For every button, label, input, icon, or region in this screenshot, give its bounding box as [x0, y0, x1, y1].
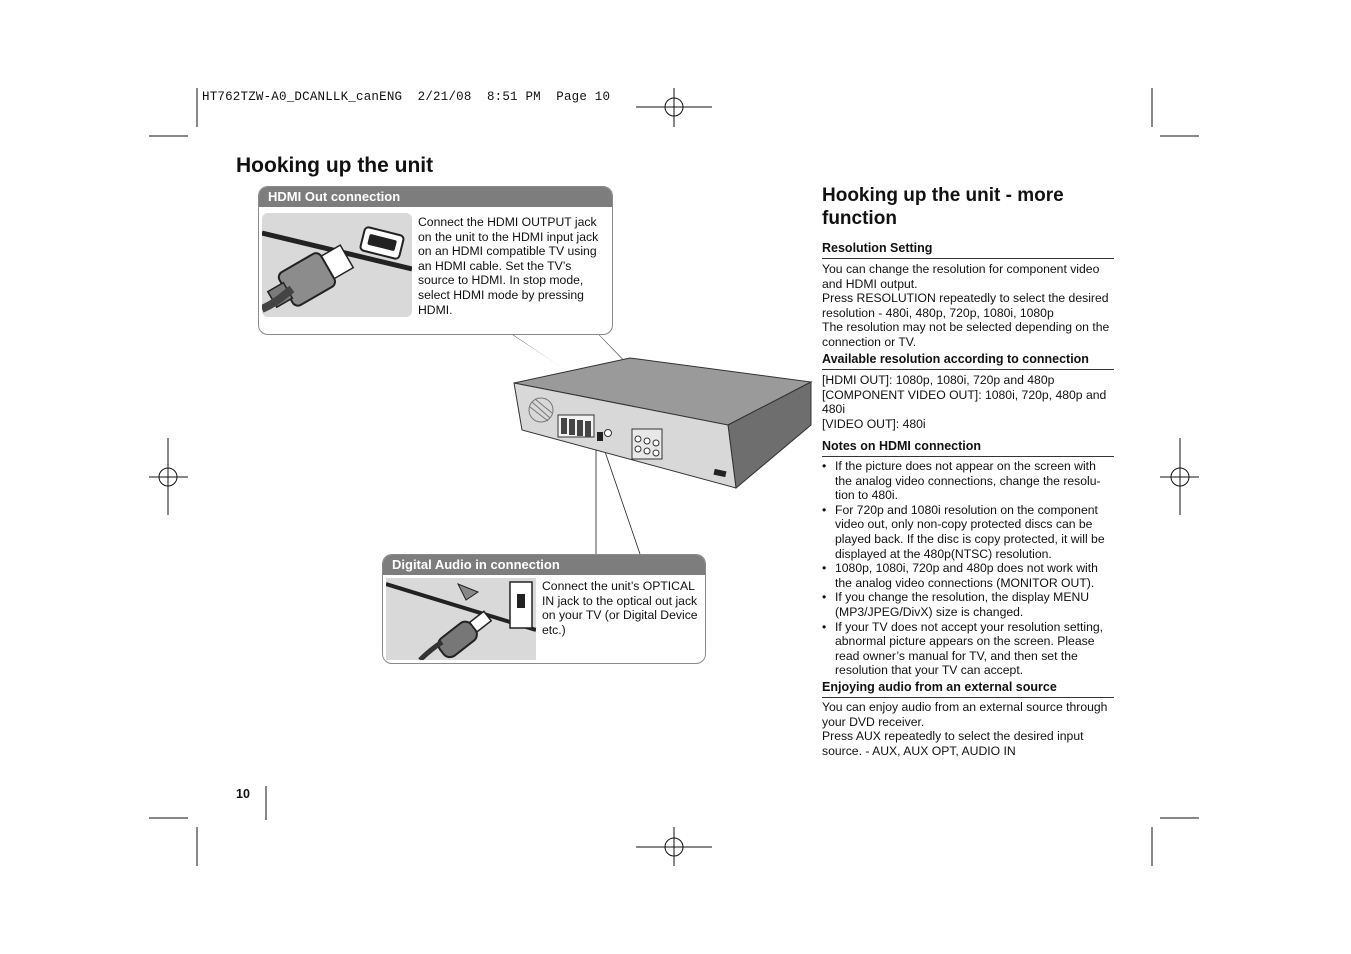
page-number: 10	[236, 787, 250, 801]
list-item: • 1080p, 1080i, 720p and 480p does not work with the analog video connections (MONITOR OUT).	[822, 561, 1114, 590]
available-line: [COMPONENT VIDEO OUT]: 1080i, 720p, 480p and 480i	[822, 387, 1107, 417]
resolution-heading: Resolution Setting	[822, 241, 1114, 259]
external-text	[822, 700, 1114, 758]
digital-box-text: Connect the unit’s OPTICAL IN jack to the optical out jack on your TV (or Digital Device etc.)	[542, 579, 698, 637]
hdmi-connection-box	[258, 186, 613, 335]
speaker-terminals	[558, 415, 594, 437]
right-title: Hooking up the unit - more function	[822, 185, 1064, 229]
digital-audio-box	[382, 554, 706, 664]
list-item: • If your TV does not accept your resolution setting, abnormal picture appears on the screen. Please read owner’s manual for TV, and then set the resolution that your TV can accept.	[822, 620, 1114, 678]
resolution-line: The resolution may not be selected depending on the connection or TV.	[822, 320, 1110, 349]
hdmi-cable-illustration	[262, 213, 412, 317]
available-line: [VIDEO OUT]: 480i	[822, 416, 926, 431]
hdmi-box-heading: HDMI Out connection	[259, 187, 612, 207]
external-line: Press AUX repeatedly to select the desired input source. - AUX, AUX OPT, AUDIO IN	[822, 729, 1084, 758]
notes-list	[822, 459, 1114, 678]
notes-heading: Notes on HDMI connection	[822, 439, 1114, 457]
resolution-line: You can change the resolution for component video and HDMI output.	[822, 262, 1100, 291]
av-jacks	[632, 429, 662, 459]
available-heading: Available resolution according to connection	[822, 352, 1114, 370]
optical-in-jack	[597, 432, 603, 441]
list-item: • For 720p and 1080i resolution on the component video out, only non-copy protected discs can be played back. If the disc is copy protected, it will be displayed at the 480p(NTSC) resolution.	[822, 503, 1114, 561]
resolution-text	[822, 262, 1114, 350]
page-title: Hooking up the unit	[236, 154, 434, 177]
external-line: You can enjoy audio from an external source through your DVD receiver.	[822, 700, 1108, 729]
hdmi-box-text: Connect the HDMI OUTPUT jack on the unit to the HDMI input jack on an HDMI compatible TV using an HDMI cable. Set the TV’s source to HDMI. In stop mode, select HDMI mode by pressing HDMI.	[418, 215, 599, 317]
available-text	[822, 373, 1114, 431]
dvd-receiver-illustration	[510, 355, 815, 495]
available-line: [HDMI OUT]: 1080p, 1080i, 720p and 480p	[822, 373, 1055, 387]
list-item: • If the picture does not appear on the screen with the analog video connections, change the resolu- tion to 480i.	[822, 459, 1114, 503]
external-heading: Enjoying audio from an external source	[822, 680, 1114, 698]
resolution-line: Press RESOLUTION repeatedly to select the desired resolution - 480i, 480p, 720p, 1080i, 1080p	[822, 291, 1109, 320]
digital-box-heading: Digital Audio in connection	[383, 555, 705, 575]
print-slug: HT762TZW-A0_DCANLLK_canENG 2/21/08 8:51 PM Page 10	[202, 90, 611, 104]
optical-cable-illustration	[386, 578, 536, 660]
list-item: • If you change the resolution, the display MENU (MP3/JPEG/DivX) size is changed.	[822, 590, 1114, 619]
